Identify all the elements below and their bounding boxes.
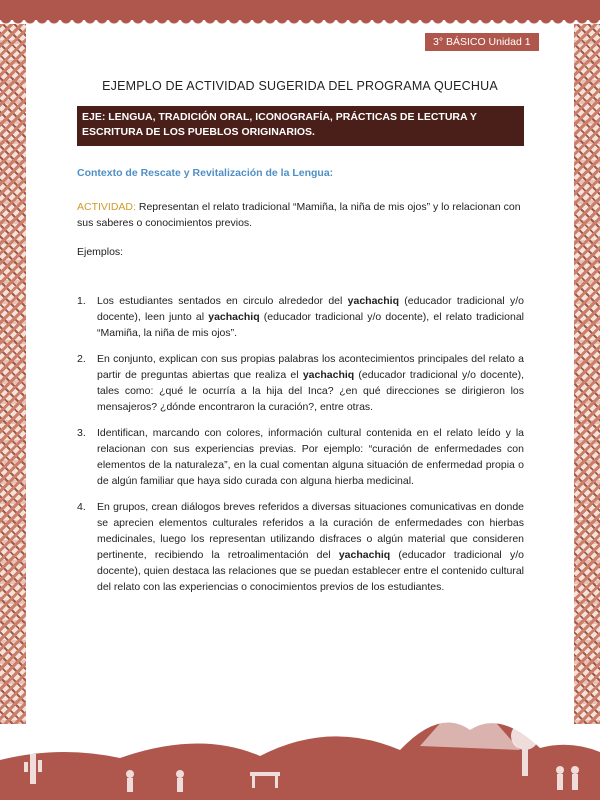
activity-text: Representan el relato tradicional “Mamiña, la niña de mis ojos” y lo relacionan con sus saberes o conocimientos previos. — [77, 201, 521, 229]
list-item — [77, 351, 524, 415]
list-item-text: Identifican, marcando con colores, información cultural contenida en el relato leído y la relacionan con sus experiencias previas. Por ejemplo: “curación de enfermedades con elementos de la naturaleza”, en la cual comentan alguna situación de enfermedad propia o de algún familiar que haya sido curada con alguna hierba medicinal. — [97, 427, 524, 487]
term-yachachiq: yachachiq — [302, 369, 355, 381]
decorative-landscape-footer — [0, 690, 600, 800]
list-item-number: 1. — [77, 295, 86, 307]
context-heading: Contexto de Rescate y Revitalización de la Lengua: — [77, 167, 334, 179]
page-title: EJEMPLO DE ACTIVIDAD SUGERIDA DEL PROGRAMA QUECHUA — [102, 79, 498, 93]
activity-paragraph — [77, 199, 524, 231]
term-yachachiq: yachachiq — [338, 549, 391, 561]
list-item-text: En grupos, crean diálogos breves referidos a diversas situaciones comunicativas en donde se aprecien elementos culturales referidos a la curación de enfermedades con hierbas medicinales, luego los representan utilizando disfraces o algún material que consideren pertinente, recibiendo la retroalimentación del — [97, 501, 524, 561]
examples-label: Ejemplos: — [77, 246, 124, 258]
list-item-text: (educador tradicional y/o docente), quien destaca las relaciones que se puedan establecer entre el contenido cultural del relato con las experiencias o conocimientos previos de los estudiantes. — [97, 549, 524, 593]
term-yachachiq: yachachiq — [347, 295, 399, 307]
grade-unit-badge: 3° BÁSICO Unidad 1 — [425, 33, 539, 51]
list-item-text: En conjunto, explican con sus propias palabras los acontecimientos principales del relato a partir de preguntas abiertas que realiza el — [97, 353, 524, 381]
term-yachachiq: yachachiq — [208, 311, 260, 323]
right-decorative-border — [574, 24, 600, 724]
list-item-text: (educador tradicional y/o docente), el relato tradicional “Mamiña, la niña de mis ojos”. — [97, 311, 524, 339]
list-item — [77, 425, 524, 489]
list-item-text: (educador tradicional y/o docente), tales como: ¿qué le ocurría a la hija del Inca? ¿en qué direcciones se dirigieron los mensajeros? ¿dónde encontraron la curación?, entre otras. — [97, 369, 524, 413]
list-item — [77, 293, 524, 341]
activity-label: ACTIVIDAD: — [77, 201, 136, 213]
list-item-text: Los estudiantes sentados en circulo alrededor del — [97, 295, 348, 307]
list-item-number: 4. — [77, 501, 86, 513]
eje-banner: EJE: LENGUA, TRADICIÓN ORAL, ICONOGRAFÍA, PRÁCTICAS DE LECTURA Y ESCRITURA DE LOS PUEBLOS ORIGINARIOS. — [77, 106, 524, 146]
list-item-number: 3. — [77, 427, 86, 439]
list-item — [77, 499, 524, 595]
examples-list — [77, 293, 524, 605]
list-item-number: 2. — [77, 353, 86, 365]
list-item-text: (educador tradicional y/o docente), leen junto al — [97, 295, 524, 323]
top-decorative-band — [0, 0, 600, 20]
left-decorative-border — [0, 24, 26, 724]
